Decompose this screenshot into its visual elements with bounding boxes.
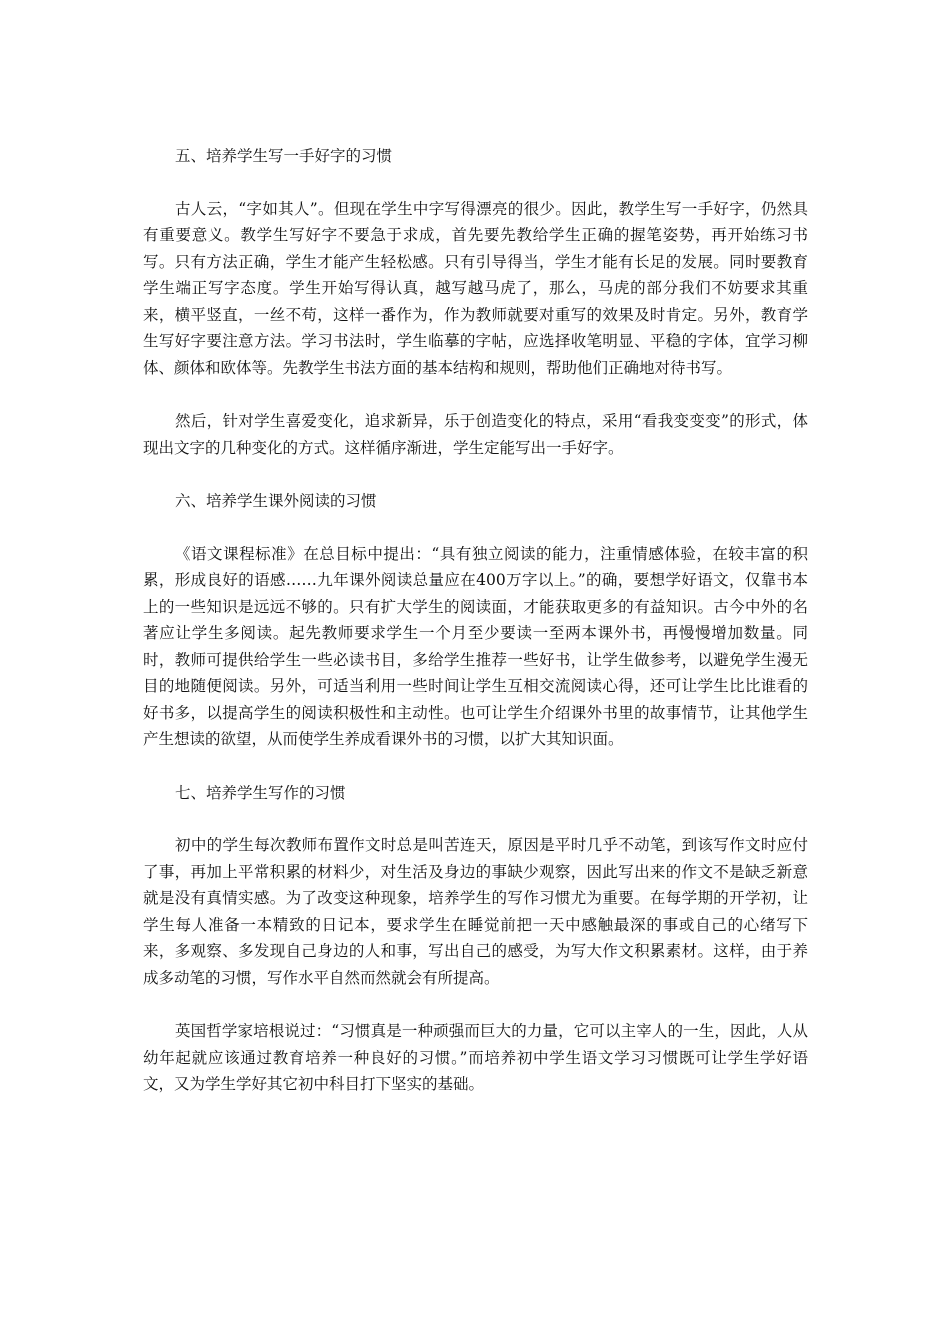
section-heading-5: 五、培养学生写一手好字的习惯 — [175, 147, 393, 165]
section-heading-6: 六、培养学生课外阅读的习惯 — [175, 492, 377, 510]
paragraph: 《语文课程标准》在总目标中提出：“具有独立阅读的能力，注重情感体验，在较丰富的积累，形成良好的语感……九年课外阅读总量应在400万字以上。”的确，要想学好语文，仅靠书本上的一些知识是远远不够的。只有扩大学生的阅读面，才能获取更多的有益知识。古今中外的名著应让学生多阅读。起先教师要求学生一个月至少要读一至两本课外书，再慢慢增加数量。同时，教师可提供给学生一些必读书目，多给学生推荐一些好书，让学生做参考，以避免学生漫无目的地随便阅读。另外，可适当利用一些时间让学生互相交流阅读心得，还可让学生比比谁看的好书多，以提高学生的阅读积极性和主动性。也可让学生介绍课外书里的故事情节，让其他学生产生想读的欲望，从而使学生养成看课外书的习惯，以扩大其知识面。 — [143, 544, 808, 748]
document-body — [143, 143, 808, 1098]
paragraph: 初中的学生每次教师布置作文时总是叫苦连天，原因是平时几乎不动笔，到该写作文时应付了事，再加上平常积累的材料少，对生活及身边的事缺少观察，因此写出来的作文不是缺乏新意就是没有真情实感。为了改变这种现象，培养学生的写作习惯尤为重要。在每学期的开学初，让学生每人准备一本精致的日记本，要求学生在睡觉前把一天中感触最深的事或自己的心绪写下来，多观察、多发现自己身边的人和事，写出自己的感受，为写大作文积累素材。这样，由于养成多动笔的习惯，写作水平自然而然就会有所提高。 — [143, 836, 808, 987]
paragraph: 然后，针对学生喜爱变化，追求新异，乐于创造变化的特点，采用“看我变变变”的形式，体现出文字的几种变化的方式。这样循序渐进，学生定能写出一手好字。 — [143, 412, 808, 457]
section-heading-7: 七、培养学生写作的习惯 — [175, 783, 346, 802]
paragraph: 古人云，“字如其人”。但现在学生中字写得漂亮的很少。因此，教学生写一手好字，仍然具有重要意义。教学生写好字不要急于求成，首先要先教给学生正确的握笔姿势，再开始练习书写。只有方法正确，学生才能产生轻松感。只有引导得当，学生才能有长足的发展。同时要教育学生端正写字态度。学生开始写得认真，越写越马虎了，那么，马虎的部分我们不妨要求其重来，横平竖直，一丝不苟，这样一番作为，作为教师就要对重写的效果及时肯定。另外，教育学生写好字要注意方法。学习书法时，学生临摹的字帖，应选择收笔明显、平稳的字体，宜学习柳体、颜体和欧体等。先教学生书法方面的基本结构和规则，帮助他们正确地对待书写。 — [143, 199, 808, 377]
paragraph: 英国哲学家培根说过：“习惯真是一种顽强而巨大的力量，它可以主宰人的一生，因此，人从幼年起就应该通过教育培养一种良好的习惯。”而培养初中学生语文学习习惯既可让学生学好语文，又为学生学好其它初中科目打下坚实的基础。 — [143, 1022, 808, 1093]
